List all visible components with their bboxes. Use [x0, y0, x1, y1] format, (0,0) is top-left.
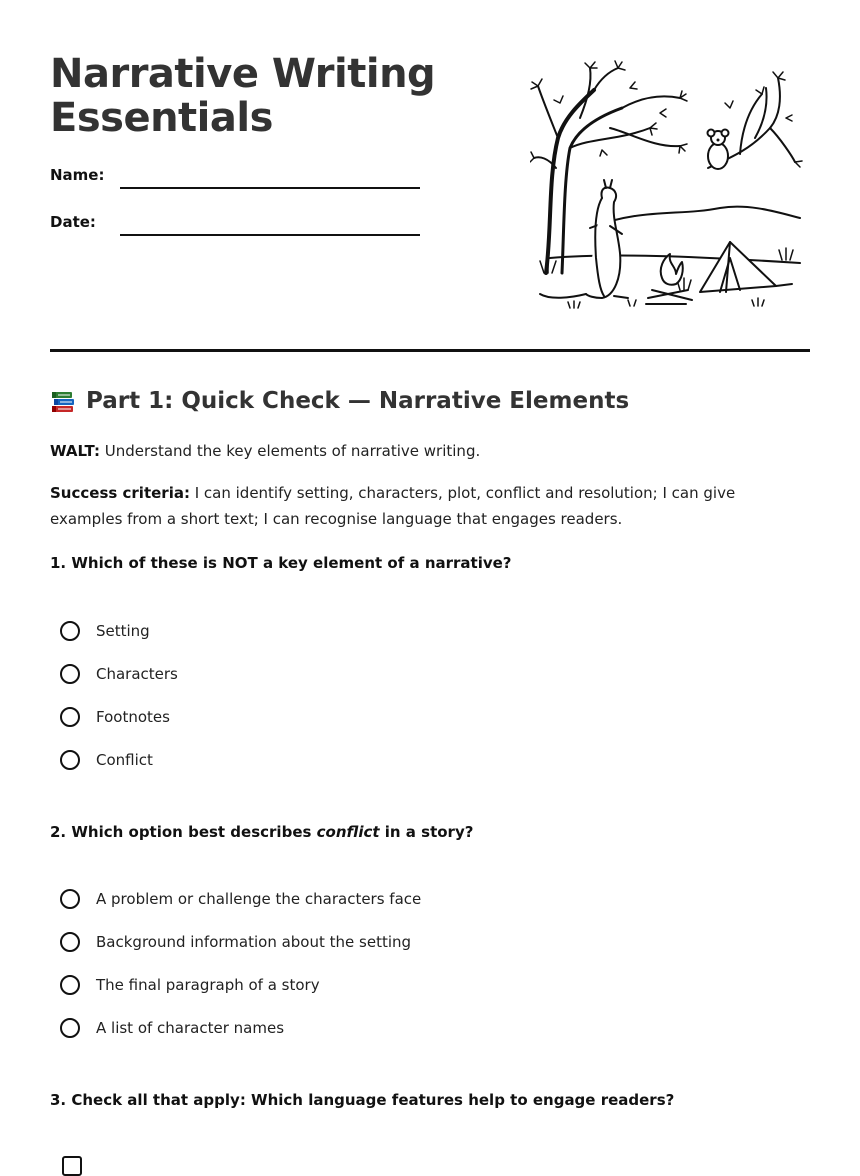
walt-label: WALT: — [50, 442, 100, 460]
option-label: Footnotes — [96, 708, 170, 726]
q2-option-3[interactable] — [60, 973, 320, 997]
option-label: The final paragraph of a story — [96, 976, 320, 994]
option-label: Setting — [96, 622, 150, 640]
option-label: Conflict — [96, 751, 153, 769]
radio-button[interactable] — [60, 664, 80, 684]
date-label: Date: — [50, 213, 96, 231]
radio-button[interactable] — [60, 707, 80, 727]
question-2-emphasis: conflict — [316, 823, 380, 841]
option-label: Characters — [96, 665, 178, 683]
radio-button[interactable] — [60, 932, 80, 952]
q2-option-1[interactable] — [60, 887, 421, 911]
name-field[interactable] — [120, 187, 420, 189]
part1-title: Part 1: Quick Check — Narrative Elements — [86, 388, 630, 414]
name-label: Name: — [50, 166, 105, 184]
radio-button[interactable] — [60, 621, 80, 641]
question-2-text-after: in a story? — [379, 823, 474, 841]
option-label: A list of character names — [96, 1019, 285, 1037]
success-criteria-text: I can identify setting, characters, plot, conflict and resolution; I can give examples from a short text; I can recognise language that engages readers. — [50, 484, 736, 528]
worksheet-title — [50, 52, 435, 140]
question-2-text-before: 2. Which option best describes — [50, 823, 317, 841]
success-criteria-label: Success criteria: — [50, 484, 190, 502]
title-line-2: Essentials — [50, 95, 273, 141]
radio-button[interactable] — [60, 975, 80, 995]
success-criteria-paragraph — [50, 480, 810, 532]
q1-option-conflict[interactable] — [60, 748, 153, 772]
date-field[interactable] — [120, 234, 420, 236]
radio-button[interactable] — [60, 750, 80, 770]
header-divider — [50, 349, 810, 352]
option-label: Background information about the setting — [96, 933, 412, 951]
walt-paragraph — [50, 438, 810, 464]
walt-text: Understand the key elements of narrative writing. — [99, 442, 481, 460]
radio-button[interactable] — [60, 889, 80, 909]
q1-option-setting[interactable] — [60, 619, 150, 643]
q1-option-footnotes[interactable] — [60, 705, 170, 729]
question-3: 3. Check all that apply: Which language features help to engage readers? — [50, 1091, 675, 1109]
bush-scene-illustration-icon — [530, 58, 805, 320]
books-icon — [50, 388, 76, 414]
q1-option-characters[interactable] — [60, 662, 178, 686]
title-line-1: Narrative Writing — [50, 51, 436, 97]
option-label: A problem or challenge the characters face — [96, 890, 422, 908]
q3-checkbox[interactable] — [62, 1156, 82, 1176]
q2-option-4[interactable] — [60, 1016, 284, 1040]
part1-heading — [50, 388, 629, 414]
radio-button[interactable] — [60, 1018, 80, 1038]
question-1: 1. Which of these is NOT a key element of a narrative? — [50, 554, 512, 572]
question-2 — [50, 823, 473, 841]
q2-option-2[interactable] — [60, 930, 411, 954]
